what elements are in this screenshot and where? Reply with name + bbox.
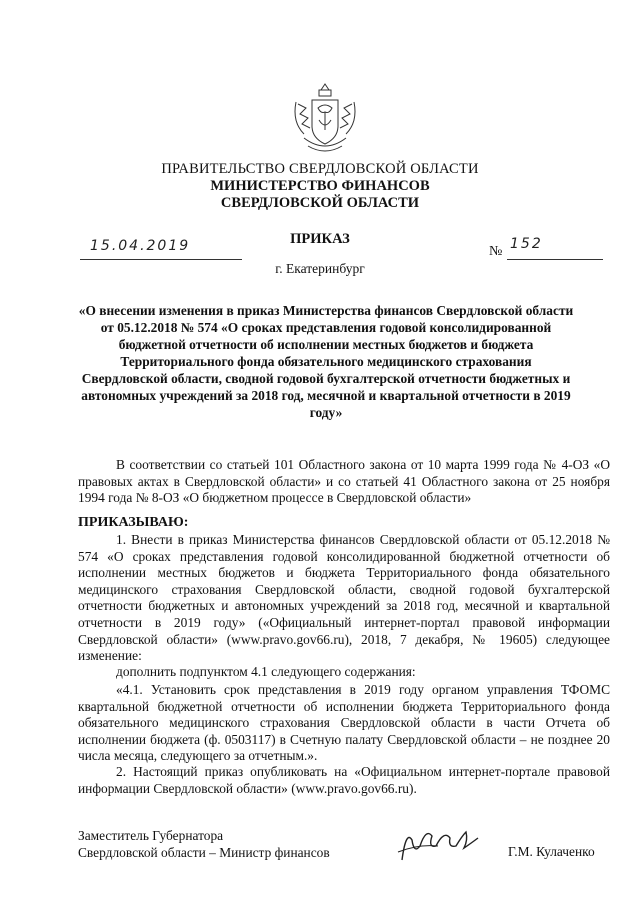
signatory-name: Г.М. Кулаченко [508,844,595,859]
handwritten-number: 152 [510,236,543,252]
signatory-position [78,827,330,861]
ministry-title-line1: МИНИСТЕРСТВО ФИНАНСОВ [210,178,430,194]
city: г. Екатеринбург [275,261,365,276]
coat-of-arms-emblem [290,80,360,160]
preamble-paragraph: В соответствии со статьей 101 Областного закона от 10 марта 1999 года № 4-ОЗ «О правовых актах в Свердловской области» и со статьей 41 Областного закона от 25 ноября 1994 года № 8-ОЗ «О бюджетном процессе в Свердловской области» [78,457,610,506]
signatory-position-line2: Свердловской области – Министр финансов [78,845,330,860]
item-1-quote: «4.1. Установить срок представления в 2019 году органом управления ТФОМС квартальной бюджетной отчетности об исполнении бюджета Территориального фонда обязательного медицинского страхования Свердловской области в части Отчета об исполнении бюджета (ф. 0503117) в Счетную палату Свердловской области – не позднее 20 числа месяца, следующего за отчетным.». [78,682,610,764]
order-title: «О внесении изменения в приказ Министерства финансов Свердловской области от 05.12.2018 № 574 «О сроках представления годовой консолидированной бюджетной отчетности об исполнении местных бюджетов и бюджета Территориального фонда обязательного медицинского страхования Свердловской области, сводной годовой бухгалтерской отчетности бюджетных и автономных учреждений за 2018 год, месячной и квартальной отчетности в 2019 году» [78,303,574,420]
item-1-addition: дополнить подпунктом 4.1 следующего содержания: [116,664,416,679]
signatory-position-line1: Заместитель Губернатора [78,828,224,843]
government-title: ПРАВИТЕЛЬСТВО СВЕРДЛОВСКОЙ ОБЛАСТИ [161,161,479,177]
ministry-title-line2: СВЕРДЛОВСКОЙ ОБЛАСТИ [220,195,420,211]
number-underline [507,259,603,260]
date-underline [80,259,242,260]
handwritten-date: 15.04.2019 [90,238,191,254]
item-2-paragraph: 2. Настоящий приказ опубликовать на «Официальном интернет-портале правовой информации Свердловской области» (www.pravo.gov66.ru). [78,764,610,796]
document-type: ПРИКАЗ [290,231,350,247]
orders-heading: ПРИКАЗЫВАЮ: [78,515,189,530]
number-label: № [489,244,503,259]
handwritten-signature [396,820,496,870]
item-1-paragraph: 1. Внести в приказ Министерства финансов Свердловской области от 05.12.2018 № 574 «О сроках представления годовой консолидированной бюджетной отчетности об исполнении местных бюджетов и бюджета Территориального фонда обязательного медицинского страхования Свердловской области, сводной годовой бухгалтерской отчетности бюджетных и автономных учреждений за 2018 год, месячной и квартальной отчетности в 2019 году» («Официальный интернет-портал правовой информации Свердловской области» (www.pravo.gov66.ru), 2018, 7 декабря, № 19605) следующее изменение: [78,532,610,664]
